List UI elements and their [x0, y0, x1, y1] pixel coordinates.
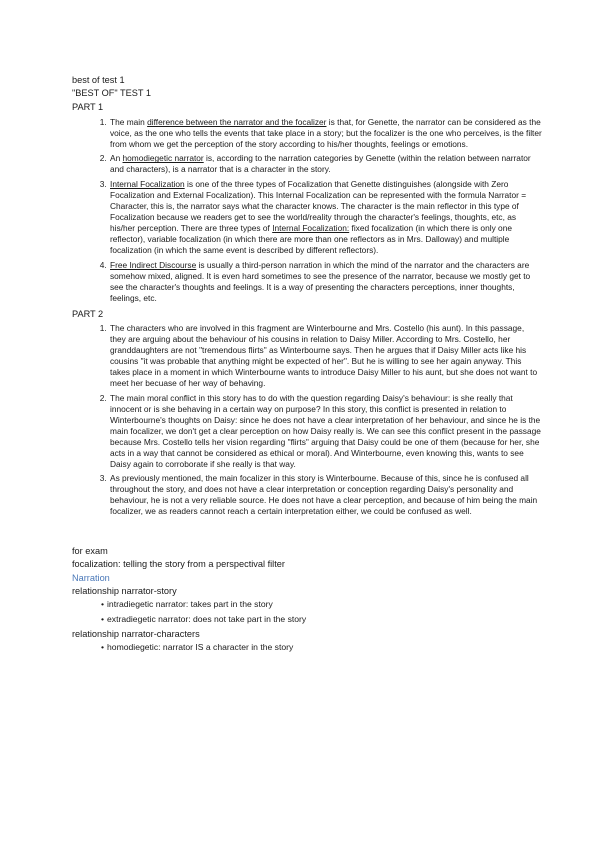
doc-subtitle: "BEST OF" TEST 1: [72, 88, 152, 99]
narration-heading: Narration: [72, 572, 110, 583]
list-item: 1. The main difference between the narrator and the focalizer is that, for Genette, the narrator can be considered as the voice, as the one who tells the events that take place in a story; but the focalizer is the one who perceives, is the filter from whom we get the perception of the story according to his/her thoughts, feelings or emotions.: [109, 117, 542, 150]
list-item: 3. As previously mentioned, the main focalizer in this story is Winterbourne. Because of this, since he is confused all throughout the story, and does not have a clear interpretation or conception regarding Daisy's personality and behaviour, he is not a very reliable source. He does not have a clear perception, and because of him being the main focalizer, we as readers cannot reach a certain interpretation either, we could be confused as well.: [109, 473, 542, 517]
bullet-icon: •: [101, 599, 105, 610]
bullet-item: • extradiegetic narrator: does not take part in the story: [101, 613, 307, 624]
list-item: 4. Free Indirect Discourse is usually a third-person narration in which the mind of the narrator and the characters are somehow mixed, aligned. It is even hard sometimes to see the presence of the narrator, because we mostly get to see the character's thoughts and feelings. It is a way of presenting the characters perceptions, inner thoughts, feelings, etc.: [109, 260, 542, 304]
list-item: 2. The main moral conflict in this story has to do with the question regarding Daisy's behaviour: is she really that innocent or is she behaving in a certain way on purpose? In this story, this conflict is presented in relation to Winterbourne's thoughts on Daisy: since he does not have a clear interpretation of her behaviour, and since he is the main focalizer, we don't get a clear perception on how Daisy really is. We can see this conflict present in the passage because Mrs. Costello tells her vision regarding "flirts" arguing that Daisy could be one of them (because for her, she acts in a way that cannot be considered as ethical or moral). And Winterbourne, even knowing this, wants to see Daisy again to corroborate if she really is that way.: [109, 393, 542, 470]
underlined-term: homodiegetic narrator: [122, 153, 204, 164]
underlined-term: Internal Focalization:: [272, 223, 350, 234]
bullet-item: • homodiegetic: narrator IS a character in the story: [101, 642, 294, 653]
document-page: [72, 74, 542, 657]
underlined-term: Free Indirect Discourse: [110, 260, 197, 271]
notes-focalization: focalization: telling the story from a perspectival filter: [72, 559, 285, 570]
underlined-term: Internal Focalization: [110, 179, 185, 190]
notes-for-exam: for exam: [72, 546, 108, 557]
list-item: 2. An homodiegetic narrator is, according to the narration categories by Genette (within the relation between narrator and characters), is a narrator that is a character in the story.: [109, 153, 542, 175]
part2-list: [72, 323, 542, 517]
bullet-icon: •: [101, 642, 105, 653]
bullet-item: • intradiegetic narrator: takes part in the story: [101, 599, 273, 610]
doc-title: best of test 1: [72, 75, 125, 85]
part2-heading: PART 2: [72, 308, 104, 319]
list-item: 3. Internal Focalization is one of the three types of Focalization that Genette distinguishes (alongside with Zero Focalization and External Focalization). This Internal Focalization can be represented with the formula Narrator = Character, this is, the narrator says what the character knows. The character is the main reflector in this type of Focalization because we readers get to see the world/reality through the character's feelings, thoughts, etc, as his/her perception. There are three types of Internal Focalization: fixed focalization (in which there is only one reflector), variable focalization (in which there are more than one reflectors as in Mrs. Dalloway) and multiple focalization (in which the same event is described by different reflectors).: [109, 179, 542, 256]
part1-list: [72, 117, 542, 304]
notes-rel-story: relationship narrator-story: [72, 585, 177, 596]
part1-heading: PART 1: [72, 102, 104, 113]
list-item: 1. The characters who are involved in this fragment are Winterbourne and Mrs. Costello (his aunt). In this passage, they are arguing about the behaviour of his cousins in relation to Daisy Miller. According to Mrs. Costello, her granddaughters are not "tremendous flirts" as Winterbourne says. Then he argues that if Daisy Miller acts like his cousins "it was probable that anything might be expected of her". But he is willing to see her again anyway. This takes place in a moment in which Winterbourne wants to introduce Daisy Miller to his aunt, but she does not want to meet her becuase of her way of behaving.: [109, 323, 542, 389]
notes-rel-characters: relationship narrator-characters: [72, 629, 200, 640]
bullet-icon: •: [101, 613, 105, 624]
underlined-term: difference between the narrator and the focalizer: [147, 116, 327, 127]
